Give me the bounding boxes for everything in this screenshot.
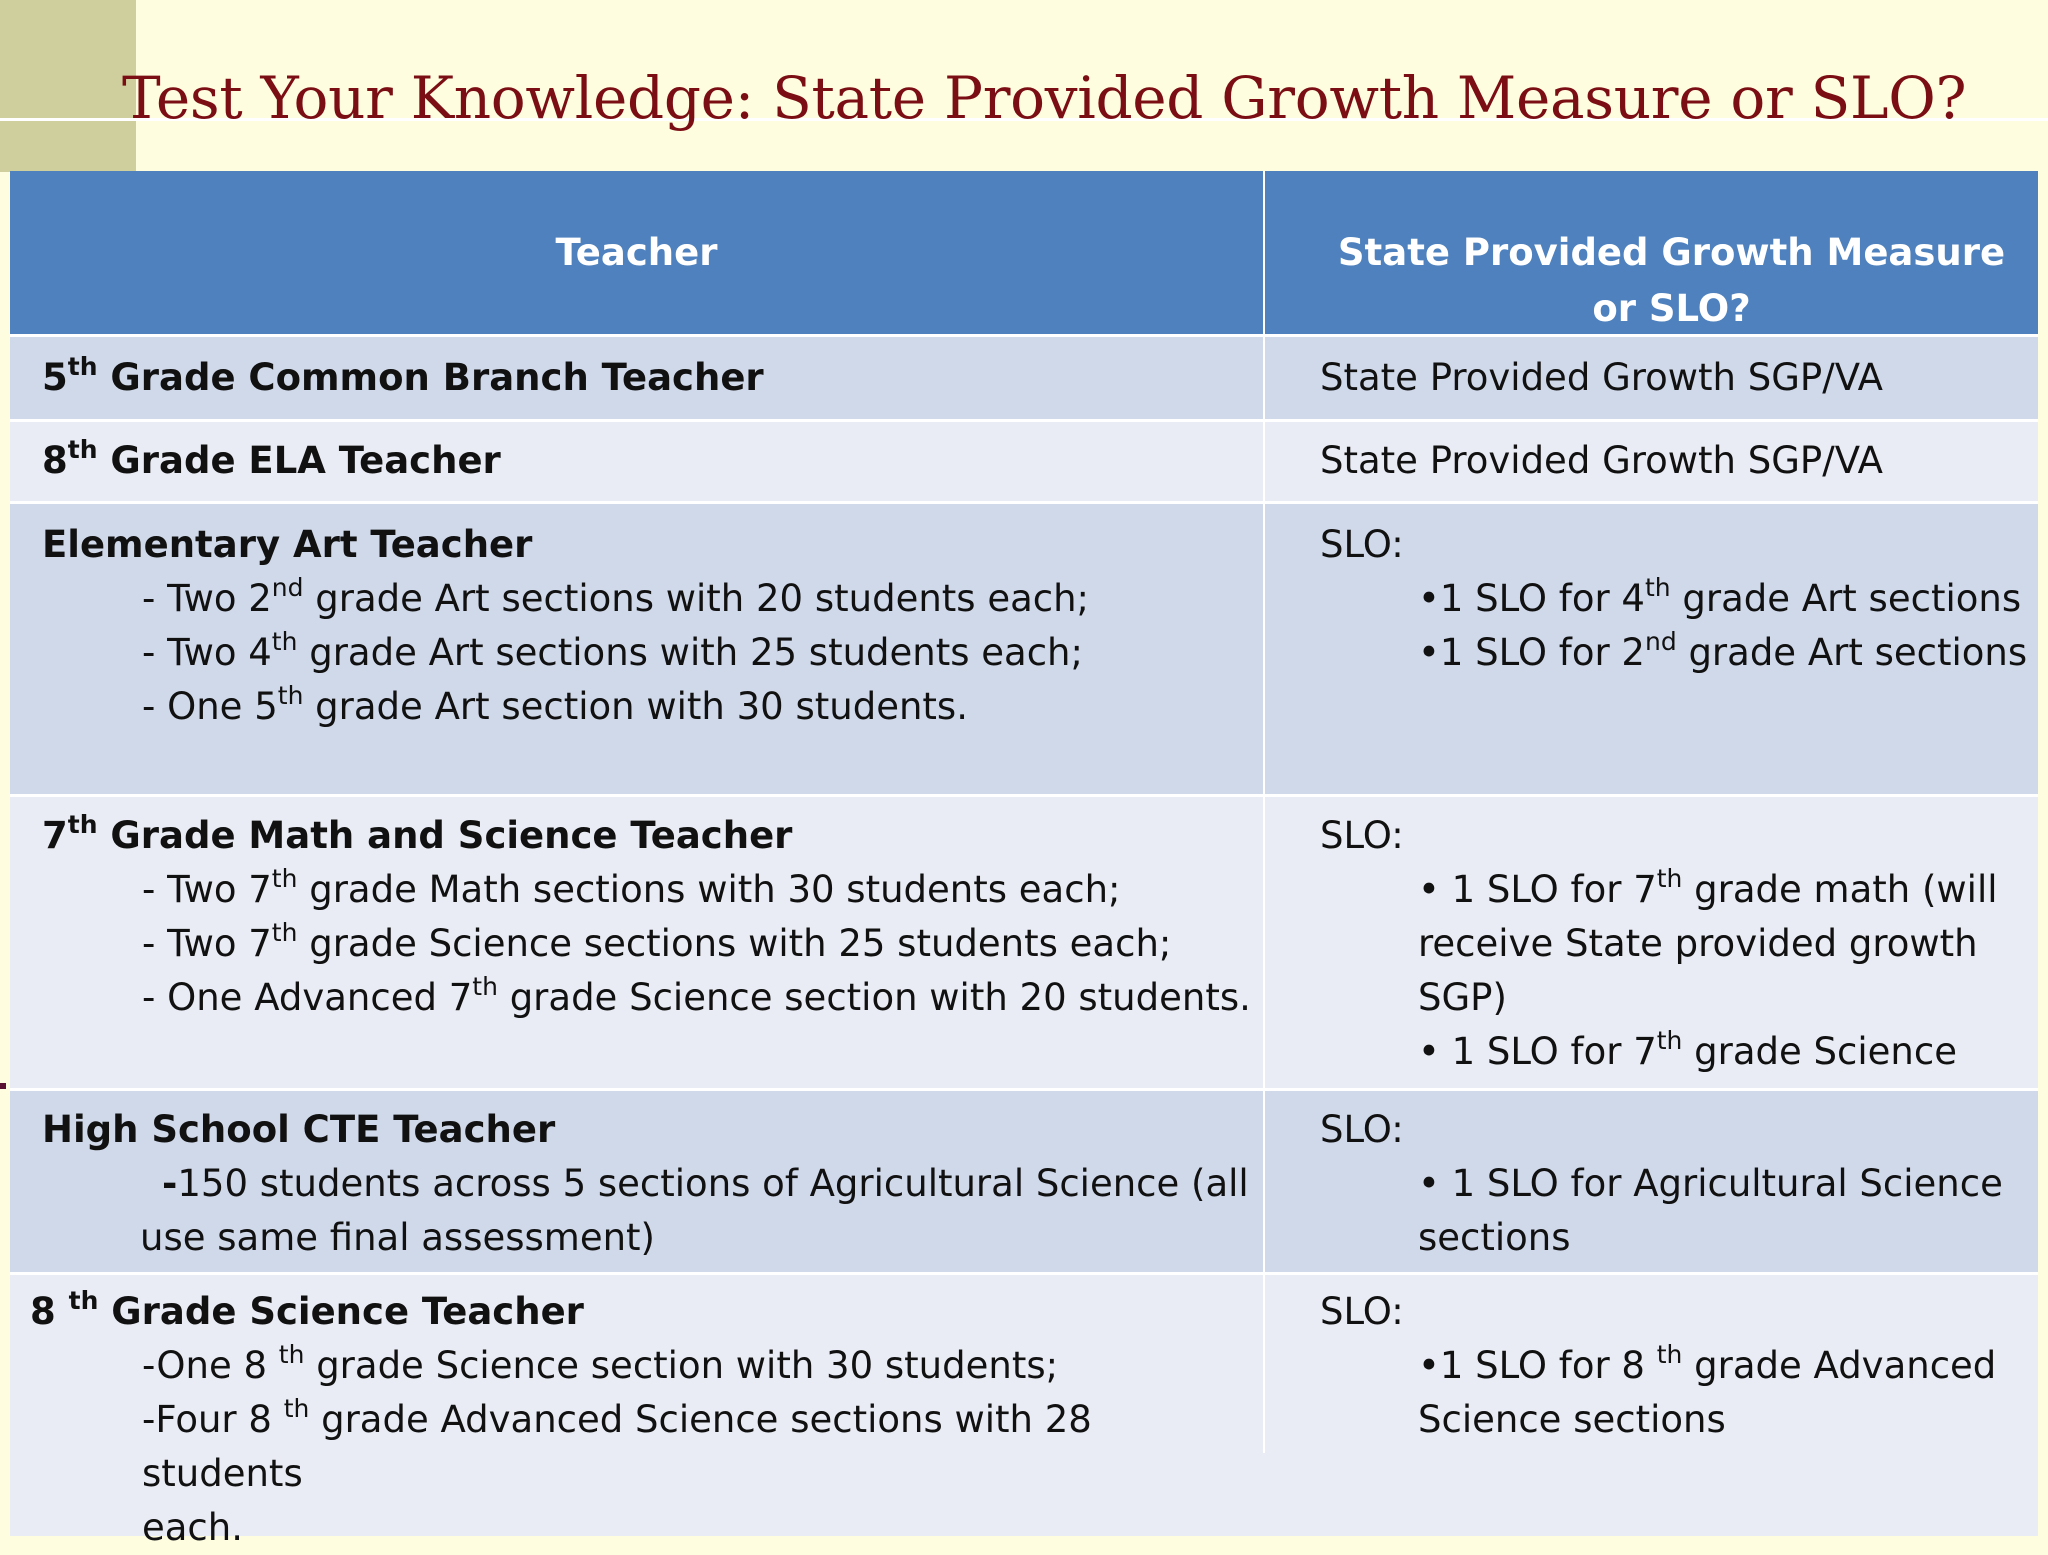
knowledge-table (10, 171, 2038, 1549)
measure-cell: SLO: •1 SLO for 4th grade Art sections •1 SLO for 2nd grade Art sections (1320, 523, 2028, 674)
table-row (10, 1088, 2038, 1272)
teacher-cell: 5th Grade Common Branch Teacher (42, 352, 764, 399)
teacher-cell: 8th Grade ELA Teacher (42, 435, 501, 482)
column-divider (1263, 171, 1265, 334)
column-divider (1263, 337, 1265, 419)
table-row (10, 794, 2038, 1088)
measure-cell: State Provided Growth SGP/VA (1320, 356, 1883, 399)
table-row (10, 419, 2038, 501)
table-header-row (10, 171, 2038, 334)
teacher-cell: High School CTE Teacher -150 students across 5 sections of Agricultural Science (all use same final assessment) (42, 1108, 1249, 1259)
table-row (10, 1272, 2038, 1549)
column-divider (1263, 1091, 1265, 1272)
measure-cell: SLO: • 1 SLO for 7th grade math (will receive State provided growth SGP) • 1 SLO for 7th grade Science (1320, 814, 1998, 1073)
decorative-mark (0, 1083, 6, 1089)
header-teacher: Teacher (555, 231, 718, 274)
slide-title: Test Your Knowledge: State Provided Growth Measure or SLO? (122, 64, 1967, 132)
table-row (10, 334, 2038, 419)
measure-cell: SLO: • 1 SLO for Agricultural Science sections (1320, 1108, 2003, 1259)
header-measure: State Provided Growth Measure or SLO? (1337, 231, 2006, 330)
teacher-cell: 7th Grade Math and Science Teacher - Two 7th grade Math sections with 30 students each; - Two 7th grade Science sections with 25 students each; - One Advanced 7th grade Science section with 20 students. (42, 810, 1251, 1019)
measure-cell: SLO: •1 SLO for 8 $^{th}$ grade Advanced Science sections (1320, 1290, 1997, 1441)
teacher-cell: Elementary Art Teacher - Two 2nd grade Art sections with 20 students each; - Two 4th grade Art sections with 25 students each; - One 5th grade Art section with 30 students. (42, 523, 1090, 728)
table-row (10, 501, 2038, 794)
teacher-cell: 8 $^{th}$ Grade Science Teacher -One 8 $^{th}$ grade Science section with 30 students; -Four 8 $^{th}$ grade Advanced Science sections with 28 students each. (30, 1286, 1092, 1549)
column-divider (1263, 797, 1265, 1088)
column-divider (1263, 504, 1265, 794)
column-divider (1263, 422, 1265, 501)
decorative-corner-block (0, 0, 136, 172)
measure-cell: State Provided Growth SGP/VA (1320, 439, 1883, 482)
